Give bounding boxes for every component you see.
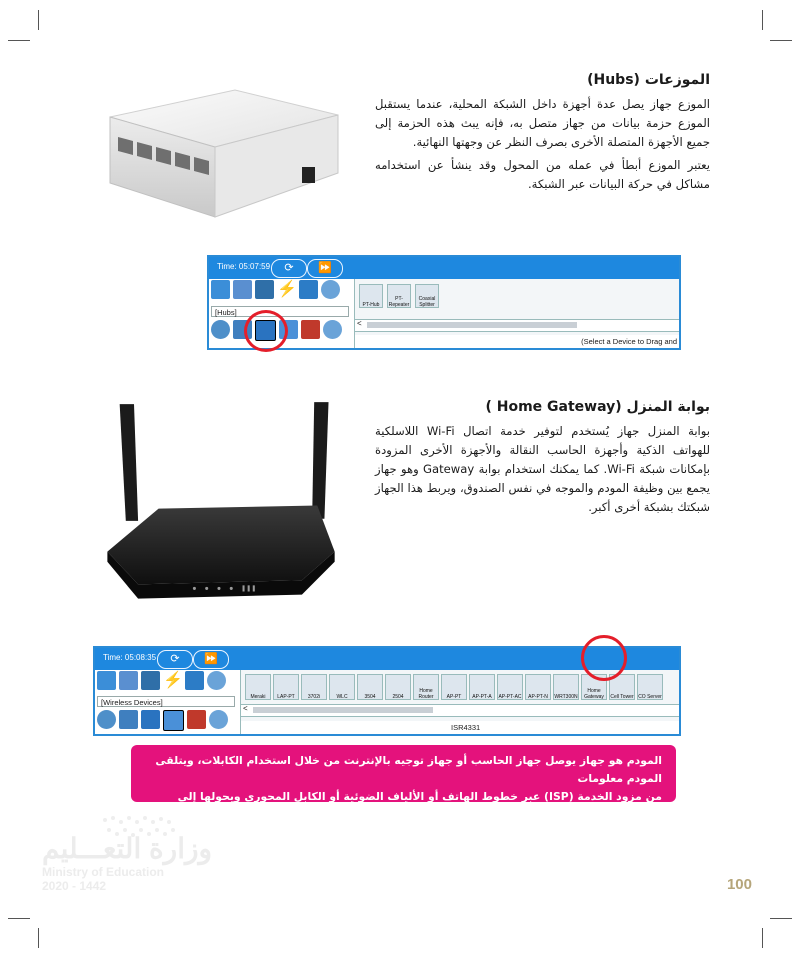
- components-icon[interactable]: [141, 671, 160, 690]
- hub-device-image: [100, 85, 340, 220]
- device-label: Home Gateway: [584, 688, 604, 700]
- device-tile[interactable]: [637, 674, 663, 700]
- device-label: PT-Hub: [362, 302, 380, 308]
- ministry-year: 2020 - 1442: [42, 879, 107, 893]
- power-cycle-button[interactable]: ⟳: [157, 650, 193, 669]
- misc-icon[interactable]: [299, 280, 318, 299]
- end-devices-icon[interactable]: [119, 671, 138, 690]
- device-label: PT-Repeater: [388, 296, 410, 308]
- device-label: Cell Tower: [610, 694, 634, 700]
- device-label: Coaxial Splitter: [418, 296, 436, 308]
- crop-mark: [38, 10, 39, 30]
- wan-emulation-icon[interactable]: [323, 320, 342, 339]
- hubs-paragraph-2: يعتبر الموزع أبطأ في عمله من المحول وقد ينشأ عن استخدامه مشاكل في حركة البيانات عبر الشبكة.: [375, 158, 710, 191]
- device-tile[interactable]: [553, 674, 579, 700]
- device-list-pane: [355, 279, 679, 348]
- switches-icon[interactable]: [119, 710, 138, 729]
- device-tile[interactable]: [497, 674, 523, 700]
- wan-emulation-icon[interactable]: [209, 710, 228, 729]
- device-coaxial-splitter[interactable]: [415, 284, 439, 308]
- device-status-text: [355, 335, 679, 348]
- horizontal-scrollbar[interactable]: <: [241, 704, 679, 717]
- device-label: LAP-PT: [277, 694, 295, 700]
- gateway-title: بوابة المنزل (Home Gateway ): [485, 399, 710, 415]
- hubs-paragraph-1: الموزع جهاز يصل عدة أجهزة داخل الشبكة المحلية، عندما يستقبل الموزع حزمة بيانات من جهاز متصل به، فإنه يبث هذه الحزمة إلى جميع الأجهزة المتصلة الأخرى بصرف النظر عن وجهتها النهائية.: [375, 97, 710, 149]
- misc-icon[interactable]: [185, 671, 204, 690]
- device-pt-repeater[interactable]: [387, 284, 411, 308]
- highlight-circle: [244, 310, 288, 352]
- hubs-title: الموزعات (Hubs): [587, 72, 710, 88]
- sim-toolbar: [209, 257, 679, 279]
- device-label: AP-PT-A: [472, 694, 492, 700]
- device-label: Home Router: [418, 688, 434, 700]
- gateway-paragraph: بوابة المنزل جهاز يُستخدم لتوفير خدمة اتصال Wi-Fi اللاسلكية للهواتف الذكية وأجهزة الحاسب النقالة والأجهزة الأخرى المزودة بإمكانات شبكة Wi-Fi. كما يمكنك استخدام بوابة Gateway وهو جهاز يجمع بين وظيفة المودم والموجه في نفس الصندوق، ويربط هذا الجهاز شبكتك بشبكة أخرى أكبر.: [375, 424, 710, 514]
- device-category-label: [Wireless Devices]: [97, 696, 235, 707]
- device-tile[interactable]: [357, 674, 383, 700]
- fast-forward-button[interactable]: ⏩: [193, 650, 229, 669]
- device-tile[interactable]: [385, 674, 411, 700]
- device-type-pane: [95, 670, 241, 734]
- ministry-english: Ministry of Education: [42, 865, 165, 879]
- connections-icon[interactable]: ⚡: [277, 281, 297, 298]
- highlight-circle: [581, 635, 627, 681]
- device-label: 3504: [364, 694, 376, 700]
- security-icon[interactable]: [301, 320, 320, 339]
- connections-icon[interactable]: ⚡: [163, 672, 183, 689]
- multiuser-icon[interactable]: [321, 280, 340, 299]
- device-label: CO Server: [638, 694, 662, 700]
- power-cycle-button[interactable]: ⟳: [271, 259, 307, 278]
- routers-icon[interactable]: [211, 320, 230, 339]
- device-category-label: [Hubs]: [211, 306, 349, 317]
- device-type-row: [211, 280, 340, 302]
- hubs-icon[interactable]: [141, 710, 160, 729]
- crop-mark: [8, 40, 30, 41]
- device-label: WLC: [336, 694, 348, 700]
- crop-mark: [770, 40, 792, 41]
- crop-mark: [770, 918, 792, 919]
- status-label: (Select a Device to Drag and: [581, 337, 677, 346]
- device-type-row: [97, 671, 226, 693]
- device-label: 3702i: [307, 694, 321, 700]
- status-label: ISR4331: [451, 723, 481, 732]
- page-number: 100: [726, 876, 752, 893]
- routers-icon[interactable]: [97, 710, 116, 729]
- device-tile[interactable]: [301, 674, 327, 700]
- sim-time: Time: 05:08:35: [103, 653, 157, 662]
- horizontal-scrollbar[interactable]: <: [355, 319, 679, 332]
- sim-time: Time: 05:07:59: [217, 262, 271, 271]
- device-tile[interactable]: [273, 674, 299, 700]
- home-gateway-device-image: [95, 398, 345, 613]
- device-tile[interactable]: [245, 674, 271, 700]
- device-label: AP-PT-AC: [498, 694, 522, 700]
- fast-forward-button[interactable]: ⏩: [307, 259, 343, 278]
- multiuser-icon[interactable]: [207, 671, 226, 690]
- device-label: AP-PT-N: [528, 694, 548, 700]
- device-list-pane: [241, 670, 679, 734]
- crop-mark: [8, 918, 30, 919]
- device-label: Meraki: [250, 694, 266, 700]
- end-devices-icon[interactable]: [233, 280, 252, 299]
- modem-note-box: [131, 745, 676, 821]
- note-line-2: من مزود الخدمة (ISP) عبر خطوط الهاتف أو الألياف الضوئية أو الكابل المحوري ويحولها إلى إشارة رقمية.: [177, 790, 662, 821]
- components-icon[interactable]: [255, 280, 274, 299]
- network-devices-icon[interactable]: [211, 280, 230, 299]
- device-tile[interactable]: [413, 674, 439, 700]
- note-line-1: المودم هو جهاز يوصل جهاز الحاسب أو جهاز توجيه بالإنترنت من خلال استخدام الكابلات، ويتلقى المودم معلومات: [155, 754, 662, 785]
- device-pt-hub[interactable]: [359, 284, 383, 308]
- device-label: WRT300N: [554, 694, 578, 700]
- ministry-watermark: [42, 832, 212, 893]
- device-tile[interactable]: [441, 674, 467, 700]
- network-devices-icon[interactable]: [97, 671, 116, 690]
- device-tile[interactable]: [469, 674, 495, 700]
- device-label: AP-PT: [446, 694, 462, 700]
- device-tile[interactable]: [329, 674, 355, 700]
- security-icon[interactable]: [187, 710, 206, 729]
- wireless-devices-icon[interactable]: [163, 710, 184, 731]
- crop-mark: [762, 10, 763, 30]
- device-subtype-row: [97, 710, 228, 732]
- crop-mark: [38, 928, 39, 948]
- crop-mark: [762, 928, 763, 948]
- device-tile[interactable]: [525, 674, 551, 700]
- device-status-text: [241, 721, 679, 734]
- device-label: 2504: [392, 694, 404, 700]
- ministry-arabic: وزارة التعـــليم: [42, 833, 213, 864]
